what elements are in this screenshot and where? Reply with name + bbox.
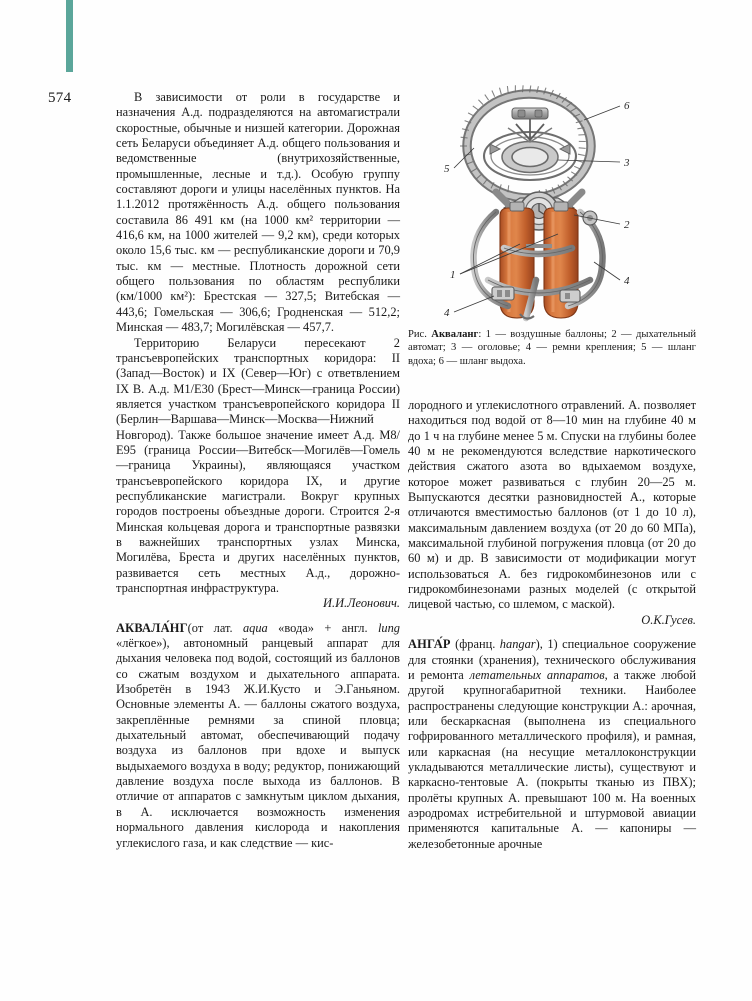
callout-label-6: 6 — [624, 100, 630, 112]
callout-label-3: 3 — [624, 157, 630, 169]
angar-etymology-french-term: hangar — [499, 637, 536, 652]
entry-akvalang — [116, 621, 400, 851]
callout-label-1: 1 — [450, 269, 456, 281]
paragraph-roads-network: В зависимости от роли в государстве и назначения А.д. подразделяются на автомагистрали скоростные, обычные и низшей категории. Дорожная сеть Беларуси объединяет А.д. общего пользования и ведомственные (внутрихозяйственные, промышленные, лесные и т.д.). Особую группу составляют дороги и улицы населённых пунктов. На 1.1.2012 протяжённость А.д. общего пользования составила 86 491 км (на 1000 км² территории — 416,6 км, на 1000 жителей — 9,2 км), среди которых около 15,6 тыс. км — республиканские дороги и 70,9 тыс. км — местные. Плотность дорожной сети общего пользования по областям республики (км/1000 км²): Брестская — 327,5; Витебская — 443,6; Гомельская — 306,6; Гродненская — 512,2; Минская — 483,7; Могилёвская — 457,7. — [116, 90, 400, 335]
left-text-column — [116, 90, 400, 851]
entry-body-angar-part2: , а также любой другой крупногабаритной техники. Наиболее распространены следующие конструкции А.: арочная, или бескаркасная (выполнена из специального гофрированного металлического профиля), и рамная, или каркасная (на несущие металлоконструкции укладываются металлические листы), существуют и каркасно-тентовые А. (покрыты тканью из ПВХ); пролёты крупных А. превышают 100 м. На военных аэродромах истребительной и штурмовой авиации применяются капитальные А. — капониры — железобетонные арочные — [408, 667, 696, 851]
callout-label-4-left: 4 — [444, 307, 450, 319]
etymology-english-term: lung — [377, 620, 400, 635]
caption-body: : 1 — воздушные баллоны; 2 — дыхательный автомат; 3 — оголовье; 4 — ремни крепления; 5 — шланг вдоха; 6 — шланг выдоха. — [408, 329, 697, 367]
page-number: 574 — [48, 90, 72, 106]
caption-title: Акваланг — [431, 329, 479, 340]
entry-headword-akvalang: АКВАЛА́НГ — [116, 620, 188, 635]
entry-body-angar-part1: 1) специальное сооружение для стоянки (хранения), технического обслуживания и ремонта — [408, 637, 696, 682]
author-signature-leonovich: И.И.Леонович. — [323, 596, 400, 611]
right-text-column — [408, 398, 696, 852]
etymology-middle: «вода» + англ. — [267, 620, 378, 635]
paragraph-akvalang-continuation: лородного и углекислотного отравлений. А. позволяет находиться под водой от 8—10 мин на глубине 40 м до 1 ч на глубине менее 5 м. Спуски на глубины более 40 м не рекомендуются вследствие наркотического действия сжатого азота во вдыхаемом воздухе, которое может развиваться с глубин 20—25 м. Выпускаются десятки разновидностей А., которые отличаются вместимостью баллонов (от 1 до 10 л), максимальным давлением воздуха (от 20 до 60 МПа), максимальной глубиной погружения пловца (от 20 до 60 м) и др. В зависимости от модификации могут использоваться А. без гидрокомбинезонов или с гидрокомбинезонами разных моделей (с открытой лицевой частью, со шлемом, с маской). — [408, 398, 696, 612]
etymology-suffix: «лёгкое»), — [116, 636, 184, 651]
entry-body-akvalang: автономный ранцевый аппарат для дыхания человека под водой, состоящий из баллонов со сжатым воздухом и дыхательного аппарата. Изобретён в 1943 Ж.И.Кусто и Э.Ганьяном. Основные элементы А. — баллоны сжатого воздуха, закреплённые ремнями за спиной пловца; дыхательный автомат, обеспечивающий подачу воздуха из баллонов при вдохе и выпуск выдыхаемого воздуха в воду; редуктор, понижающий давление воздуха после выхода из баллонов. В отличие от аппаратов с замкнутым циклом дыхания, в А. исключается возможность изменения нормального давления кислорода и накопления углекислого газа, и как следствие — кис- — [116, 636, 400, 850]
etymology-prefix: (от лат. — [187, 620, 243, 635]
entry-body-angar-italic-term: летательных аппаратов — [469, 667, 605, 682]
figure-illustration — [408, 84, 700, 322]
angar-etymology-suffix: ), — [535, 637, 548, 652]
callout-label-4-right: 4 — [624, 275, 630, 287]
angar-etymology-prefix: (франц. — [450, 637, 500, 652]
caption-prefix: Рис. — [408, 329, 432, 340]
figure-aqualung — [408, 84, 700, 322]
etymology-latin-term: aqua — [242, 620, 268, 635]
callout-label-5: 5 — [444, 163, 450, 175]
entry-angar — [408, 637, 696, 852]
paragraph-transport-corridors: Территорию Беларуси пересекают 2 трансъевропейских транспортных коридора: II (Запад—Восток) и IX (Север—Юг) с ответвлением IX В. А.д. М1/Е30 (Брест—Минск—граница России) является участком трансъевропейского коридора II (Берлин—Варшава—Минск—Москва—Нижний Новгород). Также большое значение имеет А.д. М8/Е95 (граница России—Витебск—Могилёв—Гомель—граница Украины), являющаяся участком трансъевропейского коридора IX, и другие республиканские магистрали. Вокруг крупных городов построены объездные дороги. Строится 2-я Минская кольцевая дорога и транспортные развязки в важнейших транспортных узлах Минска, Могилёва, Бреста и других населённых пунктов, развивается сеть местных А.д., дорожно-транспортная инфраструктура. — [116, 335, 400, 595]
author-signature-gusev: О.К.Гусев. — [641, 612, 696, 627]
callout-label-2: 2 — [624, 219, 630, 231]
entry-headword-angar: АНГА́Р — [408, 637, 451, 652]
decorative-teal-rule — [66, 0, 73, 72]
figure-caption — [408, 328, 696, 368]
head-harness-assembly — [484, 108, 576, 180]
